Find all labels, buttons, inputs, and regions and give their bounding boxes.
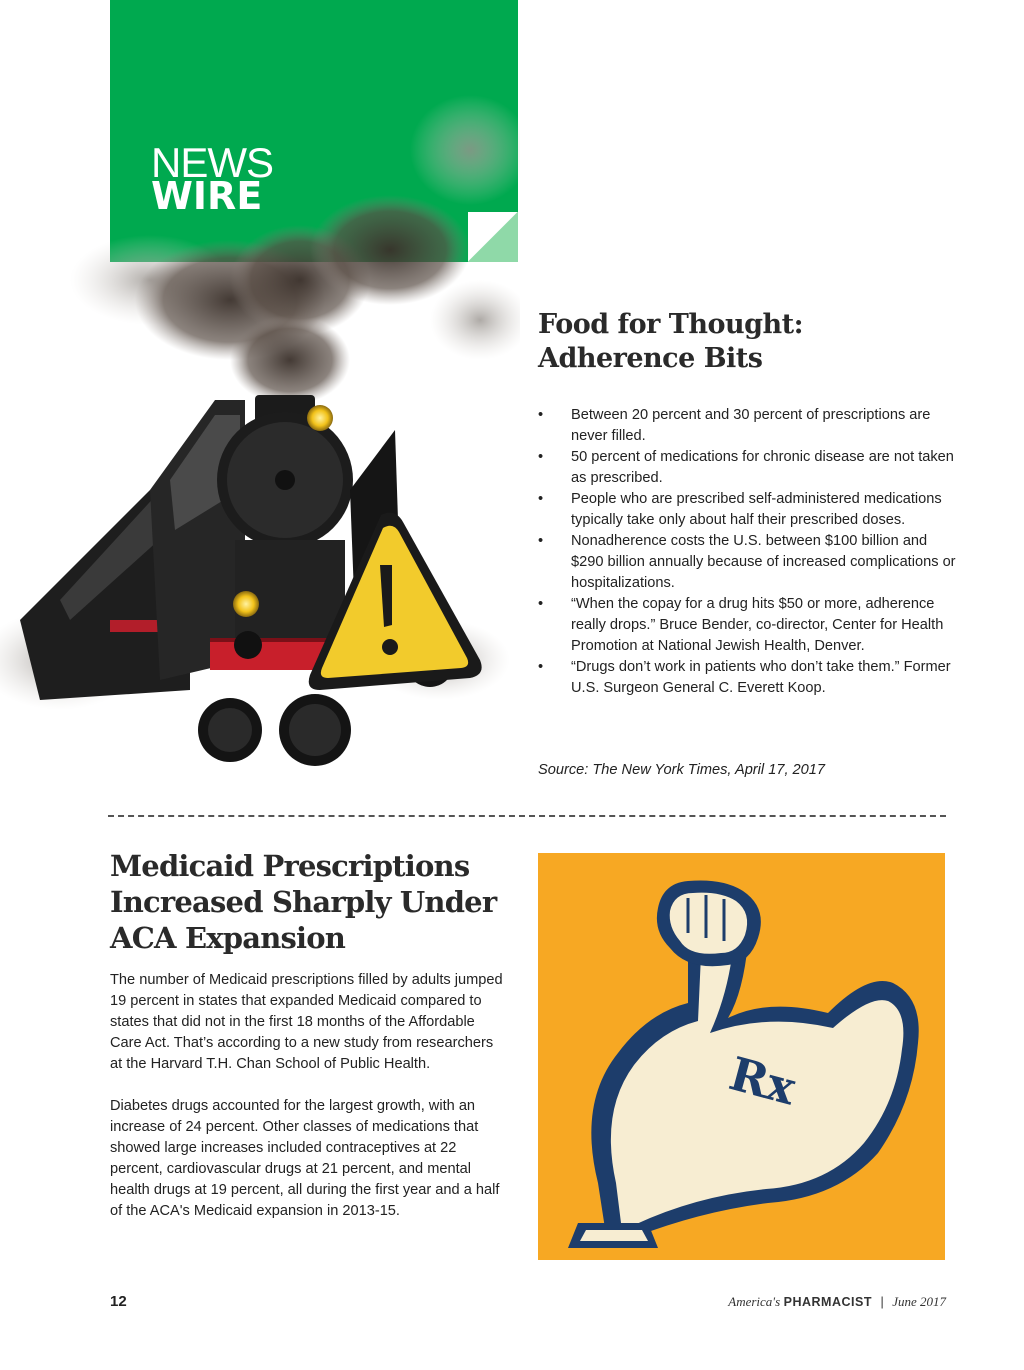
medicaid-heading [110, 848, 510, 956]
adherence-heading-line2: Adherence Bits [538, 343, 763, 374]
list-item [538, 531, 958, 594]
medicaid-heading-line2: Increased Sharply Under [110, 885, 497, 919]
flexed-arm-illustration [538, 853, 945, 1260]
footer-separator: | [880, 1295, 884, 1309]
bullet-icon: • [538, 533, 544, 549]
list-item [538, 657, 958, 699]
bullet-icon: • [538, 491, 544, 507]
medicaid-article-body [110, 970, 505, 1243]
magazine-prefix: America's [728, 1294, 781, 1309]
list-item [538, 447, 958, 489]
section-title-news: NEWS [151, 139, 273, 186]
article-paragraph: Diabetes drugs accounted for the largest growth, with an increase of 24 percent. Other classes of medications that showed large increases included contraceptives at 22 percent, cardiovascular drugs at 21 percent, and mental health drugs at 19 percent, all during the first year and a half of the ACA's Medicaid expansion in 2013-15. [110, 1098, 500, 1219]
bullet-icon: • [538, 659, 544, 675]
list-item-text: 50 percent of medications for chronic disease are not taken as prescribed. [571, 449, 954, 486]
list-item-text: “When the copay for a drug hits $50 or more, adherence really drops.” Bruce Bender, co-director, Center for Health Promotion at National Jewish Health, Denver. [571, 596, 944, 654]
adherence-heading-line1: Food for Thought: [538, 309, 804, 340]
list-item [538, 489, 958, 531]
adherence-facts-list [538, 405, 958, 699]
adherence-heading [538, 308, 938, 376]
bullet-icon: • [538, 596, 544, 612]
article-paragraph: The number of Medicaid prescriptions filled by adults jumped 19 percent in states that expanded Medicaid compared to states that did not in the first 18 months of the Affordable Care Act. That’s according to a new study from researchers at the Harvard T.H. Chan School of Public Health. [110, 972, 503, 1072]
source-citation: Source: The New York Times, April 17, 2017 [538, 762, 826, 778]
section-divider [108, 815, 946, 817]
section-title-wire: WIRE [151, 174, 263, 218]
page-number: 12 [110, 1293, 127, 1310]
issue-date: June 2017 [892, 1294, 946, 1309]
magazine-name: PHARMACIST [783, 1295, 872, 1309]
list-item-text: “Drugs don’t work in patients who don’t take them.” Former U.S. Surgeon General C. Everett Koop. [571, 659, 951, 696]
bullet-icon: • [538, 449, 544, 465]
bullet-icon: • [538, 407, 544, 423]
footer-masthead [728, 1294, 946, 1310]
list-item [538, 405, 958, 447]
medicaid-heading-line3: ACA Expansion [110, 921, 346, 955]
list-item [538, 594, 958, 657]
flexed-arm-icon [538, 853, 945, 1260]
list-item-text: Between 20 percent and 30 percent of prescriptions are never filled. [571, 407, 931, 444]
list-item-text: Nonadherence costs the U.S. between $100 billion and $290 billion annually because of increased complications or hospitalizations. [571, 533, 956, 591]
list-item-text: People who are prescribed self-administered medications typically take only about half their prescribed doses. [571, 491, 942, 528]
steam-locomotive-image [0, 60, 520, 780]
medicaid-heading-line1: Medicaid Prescriptions [110, 849, 470, 883]
rx-symbol: Rx [723, 1046, 802, 1116]
